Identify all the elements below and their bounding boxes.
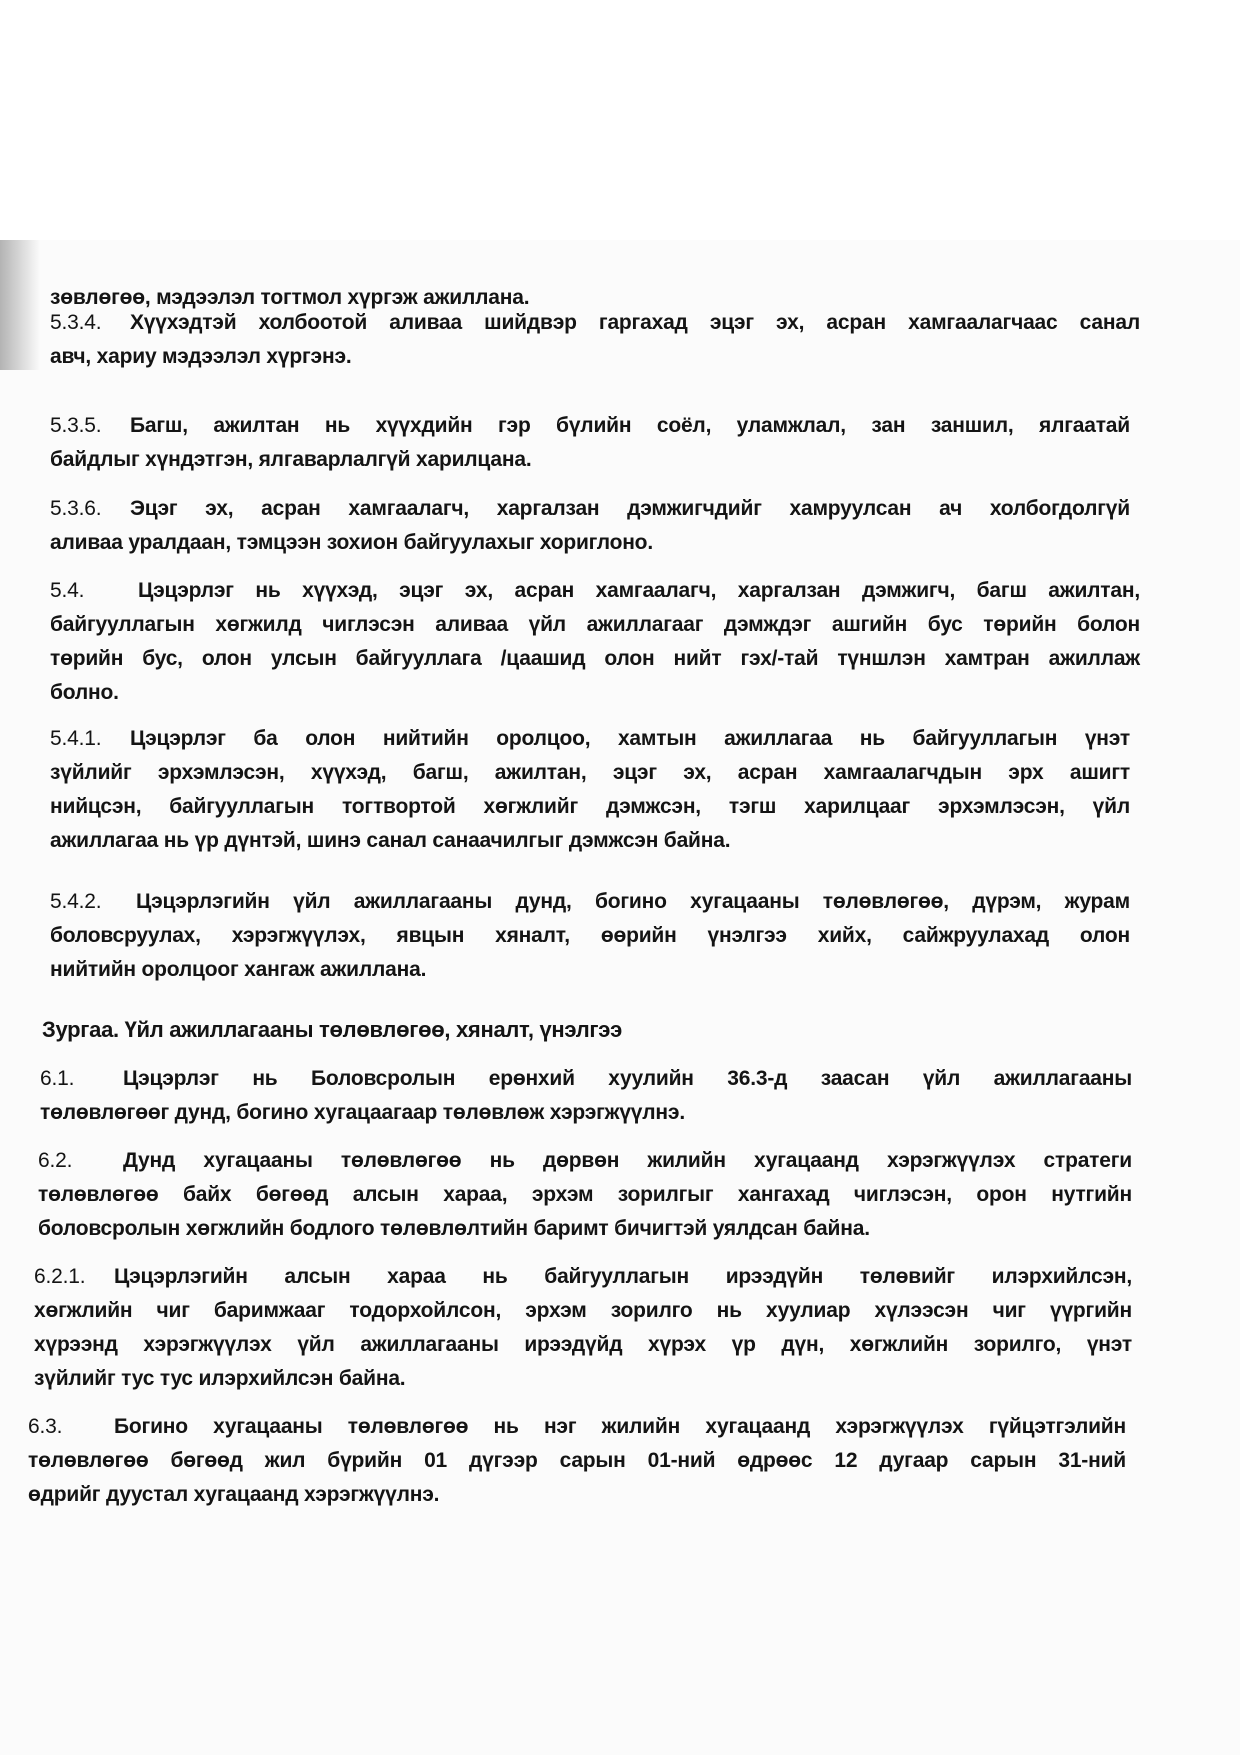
item-line xyxy=(34,1260,1132,1294)
item-line xyxy=(50,492,1130,526)
item-text: Багш, ажилтан нь хүүхдийн гэр бүлийн соёл, уламжлал, зан заншил, ялгаатай xyxy=(130,414,1130,437)
item-6-2-1 xyxy=(34,1260,1132,1396)
item-text: Цэцэрлэг нь Боловсролын ерөнхий хуулийн 36.3-д заасан үйл ажиллагааны xyxy=(123,1067,1132,1090)
item-text: Цэцэрлэг ба олон нийтийн оролцоо, хамтын ажиллагаа нь байгууллагын үнэт xyxy=(130,727,1130,750)
item-line xyxy=(28,1410,1126,1444)
item-6-2 xyxy=(38,1144,1132,1246)
item-line xyxy=(50,574,1140,608)
item-text: Цэцэрлэгийн үйл ажиллагааны дунд, богино хугацааны төлөвлөгөө, дүрэм, журам xyxy=(136,890,1130,913)
item-line: болно. xyxy=(50,681,119,704)
item-text: Дунд хугацааны төлөвлөгөө нь дөрвөн жилийн хугацаанд хэрэгжүүлэх стратеги xyxy=(123,1149,1132,1172)
item-number: 5.4.1. xyxy=(50,727,102,750)
item-5-4-2 xyxy=(50,885,1130,987)
item-line: нийцсэн, байгууллагын тогтвортой хөгжлийг дэмжсэн, тэгш харилцааг эрхэмлэсэн, үйл xyxy=(50,795,1130,818)
item-line xyxy=(40,1062,1132,1096)
item-text: Цэцэрлэг нь хүүхэд, эцэг эх, асран хамгаалагч, харгалзан дэмжигч, багш ажилтан, xyxy=(138,579,1140,602)
item-number: 5.3.5. xyxy=(50,414,102,437)
item-line xyxy=(50,722,1130,756)
scan-shadow xyxy=(0,240,40,370)
item-line: хөгжлийн чиг баримжааг тодорхойлсон, эрхэм зорилго нь хуулиар хүлээсэн чиг үүргийн xyxy=(34,1299,1132,1322)
item-line xyxy=(50,306,1140,340)
item-text: Богино хугацааны төлөвлөгөө нь нэг жилийн хугацаанд хэрэгжүүлэх гүйцэтгэлийн xyxy=(114,1415,1126,1438)
item-line: байдлыг хүндэтгэн, ялгаварлалгүй харилцана. xyxy=(50,448,532,471)
item-line: хүрээнд хэрэгжүүлэх үйл ажиллагааны ирээдүйд хүрэх үр дүн, хөгжлийн зорилго, үнэт xyxy=(34,1333,1132,1356)
item-line: төлөвлөгөө байх бөгөөд алсын хараа, эрхэм зорилгыг хангахад чиглэсэн, орон нутгийн xyxy=(38,1183,1132,1206)
item-6-1 xyxy=(40,1062,1132,1130)
item-line: авч, хариу мэдээлэл хүргэнэ. xyxy=(50,345,352,368)
item-line: боловсролын хөгжлийн бодлого төлөвлөлтийн баримт бичигтэй уялдсан байна. xyxy=(38,1217,870,1240)
item-line xyxy=(50,885,1130,919)
item-number: 6.2.1. xyxy=(34,1265,86,1288)
item-line: төлөвлөгөө бөгөөд жил бүрийн 01 дүгээр сарын 01-ний өдрөөс 12 дугаар сарын 31-ний xyxy=(28,1449,1126,1472)
item-5-3-5 xyxy=(50,409,1130,477)
item-5-4-1 xyxy=(50,722,1130,858)
item-number: 6.2. xyxy=(38,1149,73,1172)
item-number: 5.3.4. xyxy=(50,311,102,334)
item-line: аливаа уралдаан, тэмцээн зохион байгуулахыг хориглоно. xyxy=(50,531,653,554)
item-number: 6.3. xyxy=(28,1415,63,1438)
item-line: боловсруулах, хэрэгжүүлэх, явцын хяналт, өөрийн үнэлгээ хийх, сайжруулахад олон xyxy=(50,924,1130,947)
item-5-3-4 xyxy=(50,306,1140,374)
item-6-3 xyxy=(28,1410,1126,1512)
item-text: Хүүхэдтэй холбоотой аливаа шийдвэр гаргахад эцэг эх, асран хамгаалагчаас санал xyxy=(130,311,1140,334)
continuation-line: зөвлөгөө, мэдээлэл тогтмол хүргэж ажиллана. xyxy=(50,286,530,309)
item-number: 5.4. xyxy=(50,579,85,602)
item-number: 5.3.6. xyxy=(50,497,102,520)
item-line xyxy=(50,409,1130,443)
item-line xyxy=(38,1144,1132,1178)
item-5-3-6 xyxy=(50,492,1130,560)
item-line: байгууллагын хөгжилд чиглэсэн аливаа үйл ажиллагааг дэмждэг ашгийн бус төрийн болон xyxy=(50,613,1140,636)
item-5-4 xyxy=(50,574,1140,710)
item-line: зүйлийг эрхэмлэсэн, хүүхэд, багш, ажилтан, эцэг эх, асран хамгаалагчдын эрх ашигт xyxy=(50,761,1130,784)
item-line: төрийн бус, олон улсын байгууллага /цаашид олон нийт гэх/-тай түншлэн хамтран ажиллаж xyxy=(50,647,1140,670)
item-text: Эцэг эх, асран хамгаалагч, харгалзан дэмжигчдийг хамруулсан ач холбогдолгүй xyxy=(130,497,1130,520)
section-heading: Зургаа. Үйл ажиллагааны төлөвлөгөө, хяналт, үнэлгээ xyxy=(42,1017,622,1042)
item-line: нийтийн оролцоог хангаж ажиллана. xyxy=(50,958,427,981)
item-text: Цэцэрлэгийн алсын хараа нь байгууллагын ирээдүйн төлөвийг илэрхийлсэн, xyxy=(114,1265,1132,1288)
item-line: өдрийг дуустал хугацаанд хэрэгжүүлнэ. xyxy=(28,1483,440,1506)
item-line: зүйлийг тус тус илэрхийлсэн байна. xyxy=(34,1367,406,1390)
item-line: төлөвлөгөөг дунд, богино хугацаагаар төлөвлөж хэрэгжүүлнэ. xyxy=(40,1101,685,1124)
item-line: ажиллагаа нь үр дүнтэй, шинэ санал санаачилгыг дэмжсэн байна. xyxy=(50,829,731,852)
item-number: 5.4.2. xyxy=(50,890,102,913)
item-number: 6.1. xyxy=(40,1067,75,1090)
